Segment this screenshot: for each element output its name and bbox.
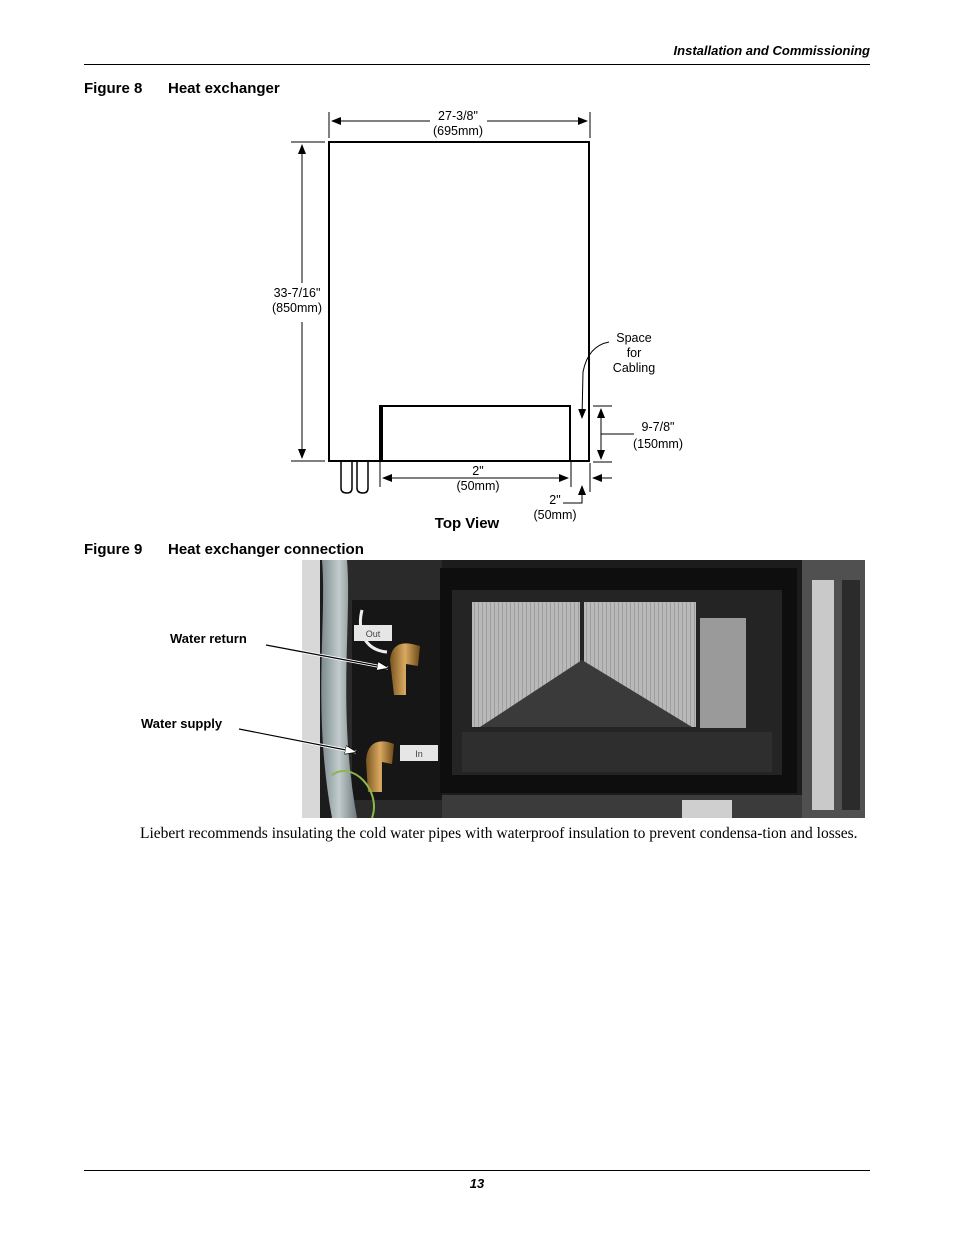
depth-dim-line2: (850mm)	[271, 301, 323, 315]
body-paragraph: Liebert recommends insulating the cold water pipes with waterproof insulation to prevent condensa-tion and losses.	[140, 825, 858, 842]
inner-gap-dim-line1: 2"	[472, 464, 484, 478]
water-supply-callout: Water supply	[141, 716, 223, 731]
cabling-label-line3: Cabling	[612, 361, 656, 375]
cabinet-outline	[329, 142, 589, 461]
figure9-number: Figure 9	[84, 541, 143, 558]
cabling-leader	[582, 342, 609, 418]
width-dim-line1: 27-3/8"	[438, 109, 478, 123]
pipe-right	[357, 461, 368, 493]
photo-out-label: Out	[365, 629, 381, 639]
side-gap-dim-line1: 2"	[549, 493, 561, 507]
figure8-number: Figure 8	[84, 80, 143, 97]
top-view-label: Top View	[434, 515, 500, 532]
page-number: 13	[469, 1176, 485, 1191]
cabling-label-line1: Space	[616, 331, 652, 345]
box-height-dim-line2: (150mm)	[632, 437, 684, 451]
heat-exchanger-diagram	[0, 0, 954, 545]
heat-exchanger-photo	[302, 560, 865, 818]
pipe-left	[341, 461, 352, 493]
depth-dim-line1: 33-7/16"	[273, 286, 321, 300]
figure9-caption	[84, 541, 364, 558]
water-return-callout: Water return	[170, 631, 247, 646]
cabling-label-line2: for	[626, 346, 642, 360]
inner-gap-dim-line2: (50mm)	[456, 479, 500, 493]
running-header: Installation and Commissioning	[673, 43, 870, 58]
width-dim-line2: (695mm)	[432, 124, 484, 138]
heat-exchanger-box	[380, 406, 570, 461]
figure8-title: Heat exchanger	[168, 80, 280, 97]
photo-in-label: In	[415, 749, 423, 759]
figure9-title: Heat exchanger connection	[168, 541, 364, 558]
side-gap-dim-line2: (50mm)	[533, 508, 577, 522]
box-height-dim-line1: 9-7/8"	[641, 420, 675, 434]
footer-rule	[84, 1170, 870, 1171]
